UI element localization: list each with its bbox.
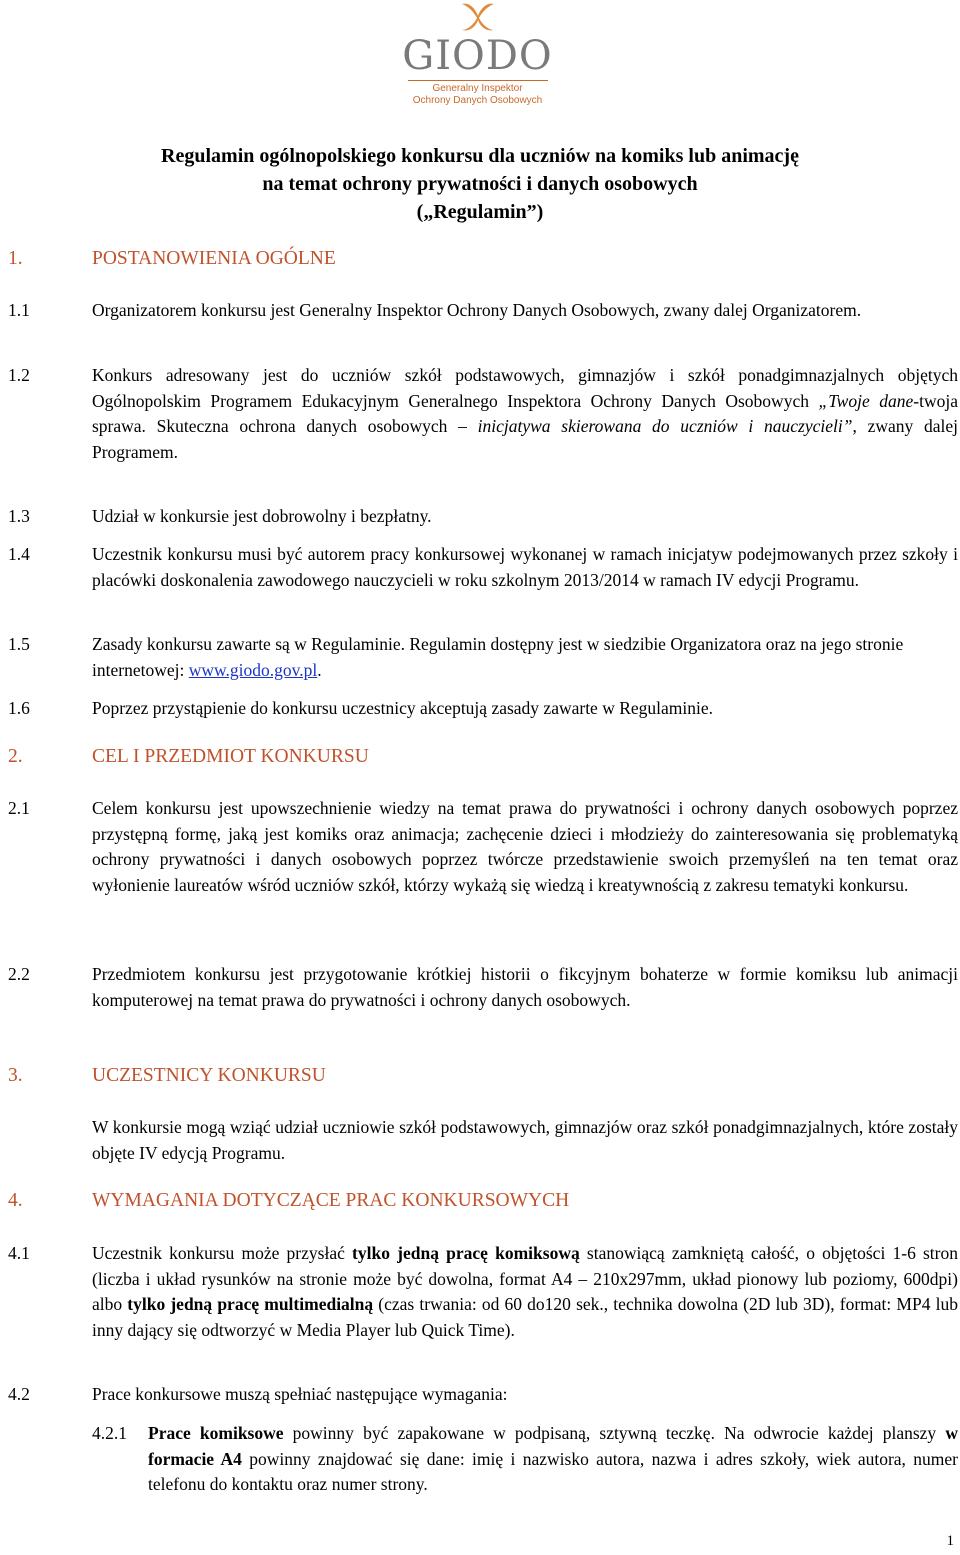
giodo-emblem-icon	[448, 0, 508, 34]
paragraph-number: 2.1	[8, 798, 30, 818]
section-label: CEL I PRZEDMIOT KONKURSU	[92, 746, 369, 767]
section-heading-1	[8, 248, 336, 270]
text-run-bold: Prace komiksowe	[148, 1423, 284, 1443]
paragraph-text: Przedmiotem konkursu jest przygotowanie krótkiej historii o fikcyjnym bohaterze w formie komiksu lub animacji komputerowej na temat prawa do prywatności i ochrony danych osobowych.	[92, 964, 958, 1010]
text-run: Zasady konkursu zawarte są w Regulaminie. Regulamin dostępny jest w siedzibie Organizatora oraz na jego stronie internetowej:	[92, 634, 904, 680]
text-run: Uczestnik konkursu może przysłać	[92, 1243, 353, 1263]
paragraph-1-1	[8, 298, 958, 324]
paragraph-text: Organizatorem konkursu jest Generalny Inspektor Ochrony Danych Osobowych, zwany dalej Organizatorem.	[92, 300, 862, 320]
section-number: 3.	[8, 1065, 23, 1086]
section-label: POSTANOWIENIA OGÓLNE	[92, 248, 336, 269]
section-label: UCZESTNICY KONKURSU	[92, 1065, 326, 1086]
giodo-logo	[395, 0, 560, 125]
giodo-website-link[interactable]: www.giodo.gov.pl	[188, 659, 318, 680]
text-run-bold: tylko jedną pracę multimedialną	[127, 1294, 374, 1315]
paragraph-text: Poprzez przystąpienie do konkursu uczestnicy akceptują zasady zawarte w Regulaminie.	[92, 698, 714, 718]
text-run: stanowiącą zamkniętą całość, o objętości 1-6 stron (liczba i układ rysunków na stronie może być dowolna, format A4 – 210x297mm, układ pionowy lub poziomy, 600dpi) albo	[92, 1243, 958, 1315]
section-number: 4.	[8, 1190, 23, 1211]
paragraph-number: 4.1	[8, 1243, 30, 1263]
paragraph-number: 1.1	[8, 300, 30, 320]
text-run-bold: w formacie A4	[148, 1423, 958, 1469]
paragraph-4-2-1	[92, 1421, 958, 1498]
paragraph-text	[92, 363, 958, 465]
text-run-italic: inicjatywa skierowana do uczniów i nauczycieli”	[477, 416, 853, 437]
paragraph-1-2	[8, 363, 958, 465]
paragraph-2-2	[8, 962, 958, 1013]
section-label: WYMAGANIA DOTYCZĄCE PRAC KONKURSOWYCH	[92, 1190, 570, 1211]
paragraph-1-5	[8, 632, 958, 683]
paragraph-number: 2.2	[8, 964, 30, 984]
paragraph-text: W konkursie mogą wziąć udział uczniowie szkół podstawowych, gimnazjów oraz szkół ponadgimnazjalnych, które zostały objęte IV edycją Programu.	[92, 1117, 958, 1163]
section-number: 1.	[8, 248, 23, 269]
text-run: powinny znajdować się dane: imię i nazwisko autora, nazwa i adres szkoły, wiek autora, numer telefonu do kontaktu oraz numer strony.	[148, 1448, 958, 1495]
title-line-1: Regulamin ogólnopolskiego konkursu dla uczniów na komiks lub animację	[161, 145, 799, 167]
paragraph-text	[92, 632, 958, 683]
paragraph-2-1	[8, 796, 958, 898]
logo-subtitle-2: Ochrony Danych Osobowych	[412, 95, 543, 106]
title-line-2: na temat ochrony prywatności i danych osobowych	[262, 173, 698, 195]
paragraph-number: 1.4	[8, 544, 30, 564]
section-heading-3	[8, 1065, 326, 1087]
text-run: .	[317, 659, 322, 680]
paragraph-text	[148, 1421, 958, 1498]
paragraph-1-3	[8, 504, 958, 530]
paragraph-number: 4.2	[8, 1384, 30, 1404]
paragraph-number: 1.6	[8, 698, 30, 718]
text-run: (czas trwania: od 60 do120 sek., technika dowolna (2D lub 3D), format: MP4 lub inny dający się odtworzyć w Media Player lub Quick Time).	[92, 1294, 958, 1340]
logo-wordmark: GIODO	[402, 33, 553, 79]
text-run: Konkurs adresowany jest do uczniów szkół podstawowych, gimnazjów i szkół ponadgimnazjalnych objętych Ogólnopolskim Programem Edukacyjnym Generalnego Inspektora Ochrony Danych Osobowych	[92, 365, 958, 411]
section-heading-4	[8, 1190, 569, 1212]
paragraph-3	[8, 1115, 958, 1166]
paragraph-number: 1.3	[8, 506, 30, 526]
text-run-bold: tylko jedną pracę komiksową	[352, 1243, 580, 1263]
paragraph-4-2	[8, 1382, 958, 1408]
paragraph-text: Prace konkursowe muszą spełniać następujące wymagania:	[92, 1384, 508, 1404]
text-run-italic: „Twoje dane	[818, 390, 914, 411]
paragraph-number: 1.2	[8, 365, 30, 385]
paragraph-text: Udział w konkursie jest dobrowolny i bezpłatny.	[92, 506, 432, 526]
paragraph-1-6	[8, 696, 958, 722]
title-line-3: („Regulamin”)	[416, 201, 544, 223]
paragraph-4-1	[8, 1241, 958, 1343]
text-run: -twoja sprawa. Skuteczna ochrona danych osobowych –	[92, 390, 958, 437]
paragraph-number: 4.2.1	[92, 1423, 127, 1443]
logo-divider	[408, 80, 548, 81]
logo-subtitle-1: Generalny Inspektor	[432, 83, 523, 94]
page-number: 1	[946, 1533, 954, 1549]
section-heading-2	[8, 746, 369, 768]
paragraph-text: Uczestnik konkursu musi być autorem pracy konkursowej wykonanej w ramach inicjatyw podejmowanych przez szkoły i placówki doskonalenia zawodowego nauczycieli w roku szkolnym 2013/2014 w ramach IV edycji Programu.	[92, 544, 958, 590]
paragraph-1-4	[8, 542, 958, 593]
text-run: , zwany dalej Programem.	[92, 416, 958, 462]
text-run: powinny być zapakowane w podpisaną, sztywną teczkę. Na odwrocie każdej planszy	[283, 1423, 946, 1443]
paragraph-number: 1.5	[8, 634, 30, 654]
paragraph-text: Celem konkursu jest upowszechnienie wiedzy na temat prawa do prywatności i ochrony danych osobowych poprzez przystępną formę, jaką jest komiks oraz animacja; zachęcenie dzieci i młodzieży do zainteresowania się problematyką ochrony prywatności i danych osobowych poprzez twórcze przedstawienie swoich przemyśleń na ten temat oraz wyłonienie laureatów wśród uczniów szkół, którzy wykażą się wiedzą i kreatywnością z zakresu tematyki konkursu.	[92, 798, 958, 895]
section-number: 2.	[8, 746, 23, 767]
document-title	[0, 142, 960, 226]
paragraph-text	[92, 1241, 958, 1343]
